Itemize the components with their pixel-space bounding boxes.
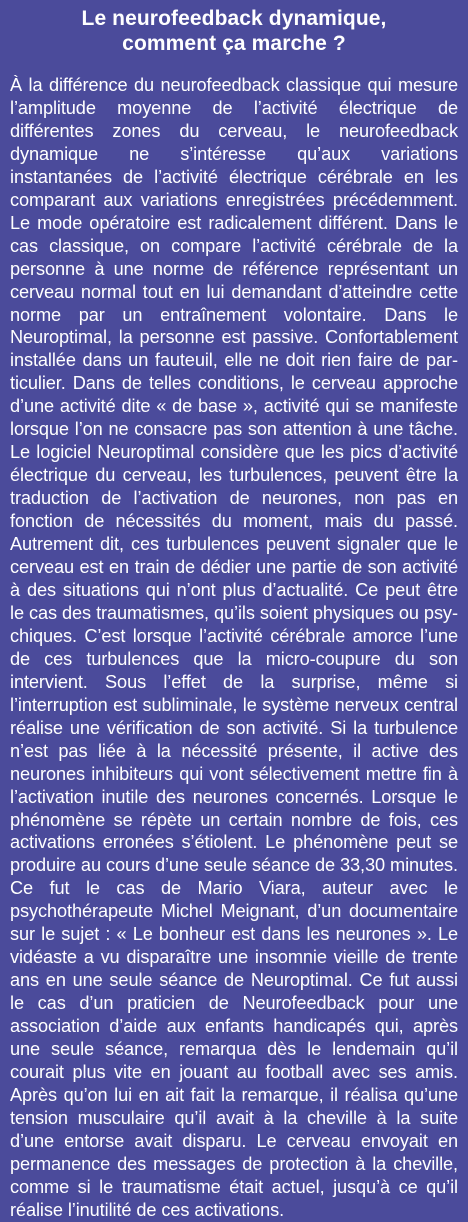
article-title — [10, 6, 458, 56]
article-body: À la différence du neurofeedback classique qui mesure l’amplitude moyenne de l’activité électrique de différentes zones du cerveau, le neurofeedback dynamique ne s’intéresse qu’aux variations instantanées de l’activité électrique cérébrale en les comparant aux variations enregistrées précédemment. Le mode opératoire est radicalement différent. Dans le cas classique, on compare l’activité cérébrale de la personne à une norme de référence représentant un cerveau normal tout en lui demandant d’atteindre cette norme par un entraînement volontaire. Dans le Neuroptimal, la personne est passive. Confortablement installée dans un fauteuil, elle ne doit rien faire de particulier. Dans de telles conditions, le cerveau approche d’une activité dite « de base », activité qui se manifeste lorsque l’on ne consacre pas son attention à une tâche. Le logiciel Neuroptimal considère que les pics d’activité électrique du cerveau, les turbulences, peuvent être la traduction de l’activation de neurones, non pas en fonction de nécessités du moment, mais du passé. Autrement dit, ces turbulences peuvent signaler que le cerveau est en train de dédier une partie de son activité à des situations qui n’ont plus d’actualité. Ce peut être le cas des traumatismes, qu’ils soient physiques ou psychiques. C’est lorsque l’activité cérébrale amorce l’une de ces turbulences que la micro-coupure du son intervient. Sous l’effet de la surprise, même si l’interruption est subliminale, le système nerveux central réalise une vérification de son activité. Si la turbulence n’est pas liée à la nécessité présente, il active des neurones inhibiteurs qui vont sélectivement mettre fin à l’activation inutile des neurones concernés. Lorsque le phénomène se répète un certain nombre de fois, ces activations erronées s’étiolent. Le phénomène peut se produire au cours d’une seule séance de 33,30 minutes. Ce fut le cas de Mario Viara, auteur avec le psychothérapeute Michel Meignant, d’un documentaire sur le sujet : « Le bonheur est dans les neurones ». Le vidéaste a vu disparaître une insomnie vieille de trente ans en une seule séance de Neuroptimal. Ce fut aussi le cas d’un praticien de Neurofeedback pour une association d’aide aux enfants handicapés qui, après une seule séance, remarqua dès le lendemain qu’il courait plus vite en jouant au football avec ses amis. Après qu’on lui en ait fait la remarque, il réalisa qu’une tension musculaire qu’il avait à la cheville à la suite d’une entorse avait disparu. Le cerveau envoyait en permanence des messages de protection à la cheville, comme si le traumatisme était actuel, jusqu’à ce qu’il réalise l’inutilité de ces activations. — [10, 75, 458, 1220]
article-title-line-1: Le neurofeedback dynamique, — [81, 7, 387, 30]
article-title-line-2: comment ça marche ? — [122, 32, 346, 55]
